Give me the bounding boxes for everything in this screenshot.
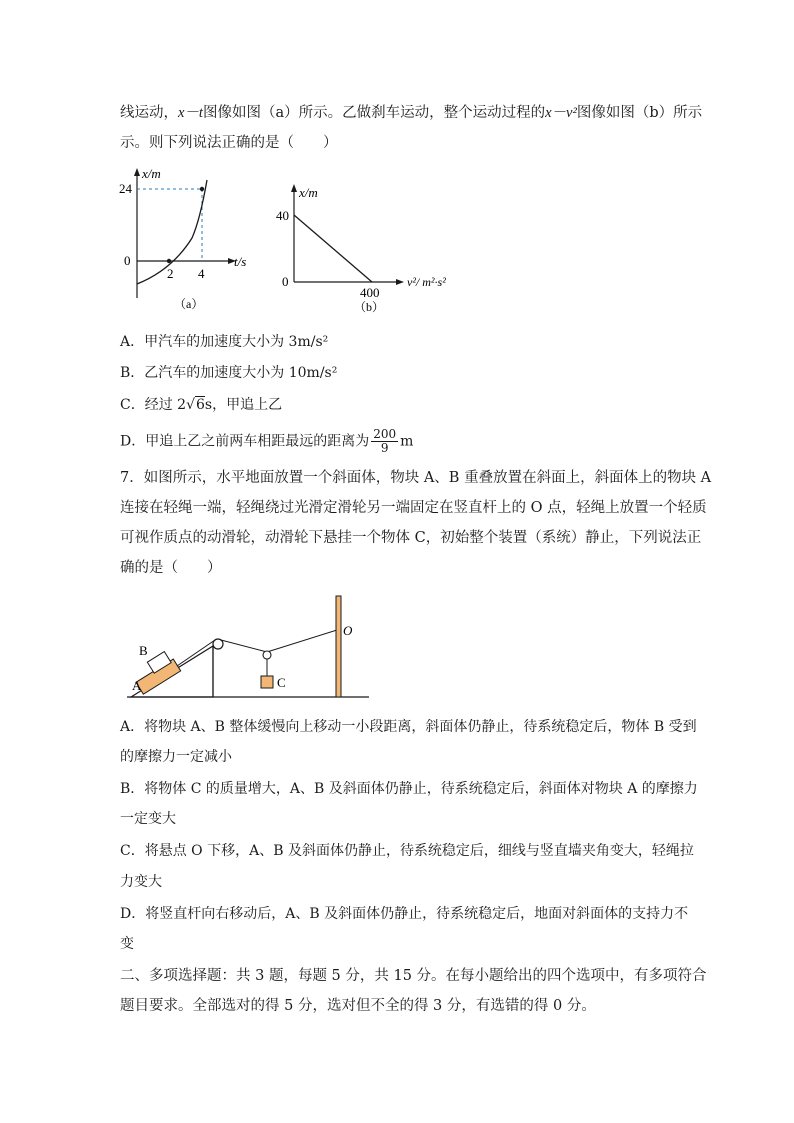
q6-figure-a [112, 160, 282, 320]
q7-option-c-line2: 力变大 [120, 874, 162, 890]
fig-a-ylabel: x/m [142, 166, 161, 181]
q7-option-b-line1: B．将物体 C 的质量增大，A、B 及斜面体仍静止，待系统稳定后，斜面体对物块 A 的摩擦力 [120, 781, 698, 797]
fig-b-caption: （b） [354, 300, 385, 314]
q6-option-c-pre: C．经过 2 [120, 397, 187, 413]
q6-stem-text: 图像如图（a）所示。乙做刹车运动，整个运动过程的 [202, 105, 546, 121]
block-c [261, 676, 273, 688]
q6-stem-text: 图像如图（b）所示 [576, 105, 703, 121]
q6-option-d-fraction [371, 428, 398, 455]
fig-b-xlabel: v²/ m²·s² [407, 275, 446, 289]
vertical-rod [336, 596, 341, 697]
q6-stem-line1 [120, 103, 702, 123]
q6-option-c-root: 6 [196, 397, 205, 413]
q6-stem-text: 线运动， [120, 105, 178, 121]
point-4-24 [200, 187, 204, 191]
q6-option-c: C．经过 2√6s，甲追上乙 [120, 397, 283, 413]
q6-figure-b [276, 178, 486, 318]
q7-stem-line4: 确的是（ ） [120, 560, 222, 576]
fig-a-ytick: 24 [119, 181, 132, 196]
y-axis-arrow [134, 168, 140, 176]
fraction-denominator: 9 [380, 441, 389, 455]
fig-b-xtick: 400 [360, 285, 380, 300]
q6-stem-line2: 示。则下列说法正确的是（ ） [120, 135, 338, 151]
fig-b-ytick: 40 [276, 208, 289, 223]
q6-xv2-symbol: x－v² [545, 105, 577, 121]
q6-option-d-pre: D．甲追上乙之前两车相距最远的距离为 [120, 433, 370, 450]
q6-option-d-unit: m [400, 433, 414, 450]
rope-right-segment [267, 630, 337, 652]
label-o: O [343, 623, 353, 638]
section2-heading-line2: 题目要求。全部选对的得 5 分，选对但不全的得 3 分，有选错的得 0 分。 [120, 998, 596, 1014]
q7-option-c-line1: C．将悬点 O 下移，A、B 及斜面体仍静止，待系统稳定后，细线与竖直墙夹角变大，轻绳拉 [120, 843, 694, 859]
section2-heading-line1: 二、多项选择题：共 3 题，每题 5 分，共 15 分。在每小题给出的四个选项中，有多项符合 [120, 968, 707, 984]
label-c: C [277, 675, 286, 690]
fig-b-origin: 0 [282, 274, 289, 289]
rope-left-segment [221, 640, 267, 652]
fig-a-caption: （a） [174, 297, 204, 311]
fig-a-xtick-2: 2 [167, 266, 174, 281]
x-axis-arrow [396, 279, 404, 285]
q7-figure [125, 590, 375, 702]
q7-stem-line3: 可视作质点的动滑轮，动滑轮下悬挂一个物体 C，初始整个装置（系统）静止，下列说法正 [120, 530, 702, 546]
y-axis-arrow [291, 184, 297, 192]
rope-a-pulley [177, 640, 215, 666]
q7-stem-line1: 7．如图所示，水平地面放置一个斜面体，物块 A、B 重叠放置在斜面上，斜面体上的物块 A [120, 470, 712, 486]
fig-a-origin: 0 [124, 253, 131, 268]
xv2-line [294, 215, 372, 282]
q6-option-d [120, 428, 413, 455]
q6-option-b: B．乙汽车的加速度大小为 10m/s² [120, 365, 338, 381]
q7-option-a-line2: 的摩擦力一定减小 [120, 749, 232, 765]
q7-option-b-line2: 一定变大 [120, 811, 176, 827]
fraction-numerator: 200 [373, 427, 397, 441]
q7-option-a-line1: A．将物块 A、B 整体缓慢向上移动一小段距离，斜面体仍静止，待系统稳定后，物体 B 受到 [120, 719, 697, 735]
q6-option-a: A．甲汽车的加速度大小为 3m/s² [120, 334, 329, 350]
point-2 [167, 259, 171, 263]
label-a: A [132, 678, 142, 693]
q6-xt-symbol: x－t [178, 105, 203, 121]
q7-option-d-line2: 变 [120, 936, 134, 952]
label-b: B [139, 643, 148, 658]
fig-a-xtick-4: 4 [198, 266, 205, 281]
q7-stem-line2: 连接在轻绳一端，轻绳绕过光滑定滑轮另一端固定在竖直杆上的 O 点，轻绳上放置一个轻质 [120, 500, 707, 516]
fig-b-ylabel: x/m [299, 185, 318, 200]
moving-pulley [263, 651, 271, 659]
q6-option-c-post: s，甲追上乙 [204, 397, 283, 413]
q7-option-d-line1: D．将竖直杆向右移动后，A、B 及斜面体仍静止，待系统稳定后，地面对斜面体的支持力不 [120, 906, 689, 922]
fig-a-xlabel: t/s [234, 254, 247, 269]
